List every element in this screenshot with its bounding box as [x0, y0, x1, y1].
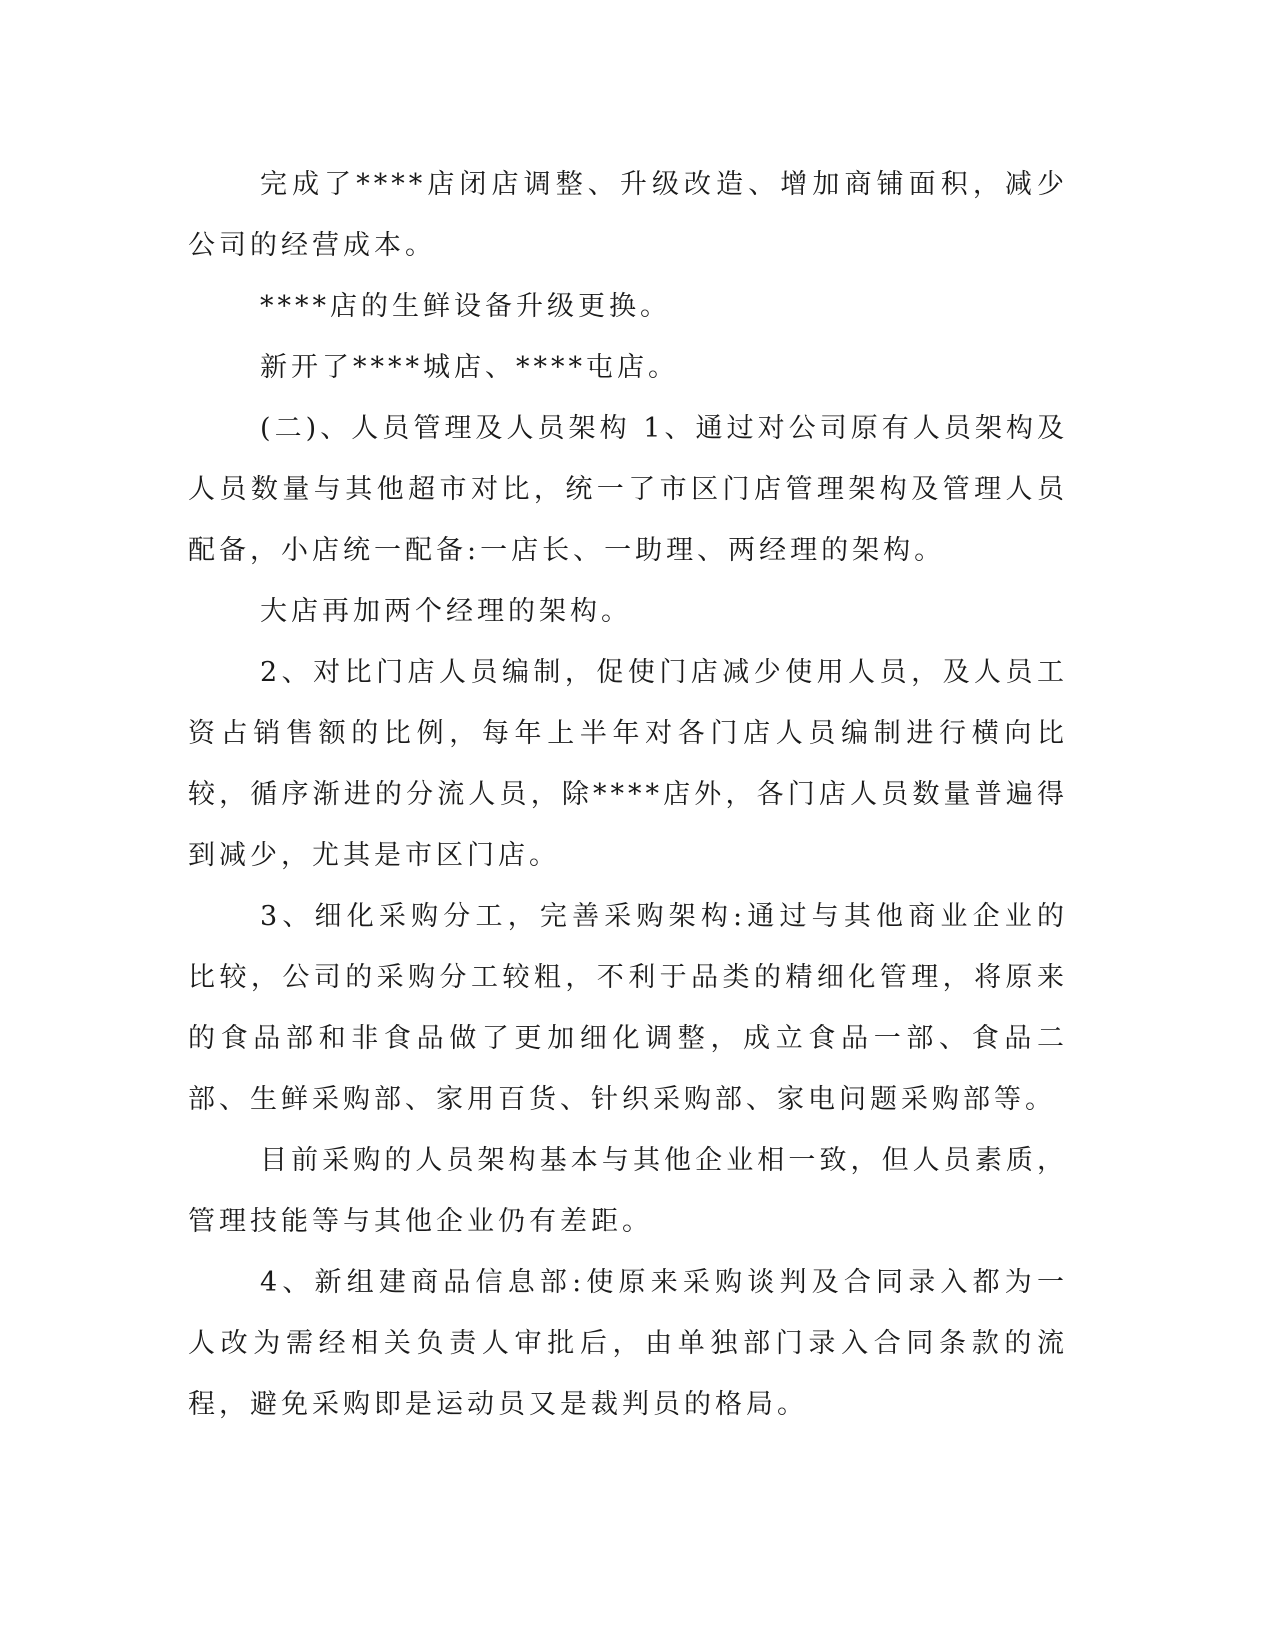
paragraph: ****店的生鲜设备升级更换。 — [260, 291, 671, 322]
paragraph: 完成了****店闭店调整、升级改造、增加商铺面积，减少公司的经营成本。 — [188, 169, 1068, 261]
paragraph: 新开了****城店、****屯店。 — [260, 352, 679, 383]
paragraph: (二)、人员管理及人员架构 1、通过对公司原有人员架构及人员数量与其他超市对比，统一了市区门店管理架构及管理人员配备，小店统一配备:一店长、一助理、两经理的架构。 — [188, 413, 1068, 566]
document-body — [188, 154, 1068, 1435]
paragraph: 4、新组建商品信息部:使原来采购谈判及合同录入都为一人改为需经相关负责人审批后，由单独部门录入合同条款的流程，避免采购即是运动员又是裁判员的格局。 — [188, 1267, 1068, 1420]
paragraph: 目前采购的人员架构基本与其他企业相一致，但人员素质，管理技能等与其他企业仍有差距。 — [188, 1145, 1068, 1237]
paragraph: 2、对比门店人员编制，促使门店减少使用人员，及人员工资占销售额的比例，每年上半年对各门店人员编制进行横向比较，循序渐进的分流人员，除****店外，各门店人员数量普遍得到减少，尤其是市区门店。 — [188, 657, 1068, 871]
paragraph: 大店再加两个经理的架构。 — [260, 596, 632, 627]
paragraph: 3、细化采购分工，完善采购架构:通过与其他商业企业的比较，公司的采购分工较粗，不利于品类的精细化管理，将原来的食品部和非食品做了更加细化调整，成立食品一部、食品二部、生鲜采购部、家用百货、针织采购部、家电问题采购部等。 — [188, 901, 1068, 1115]
